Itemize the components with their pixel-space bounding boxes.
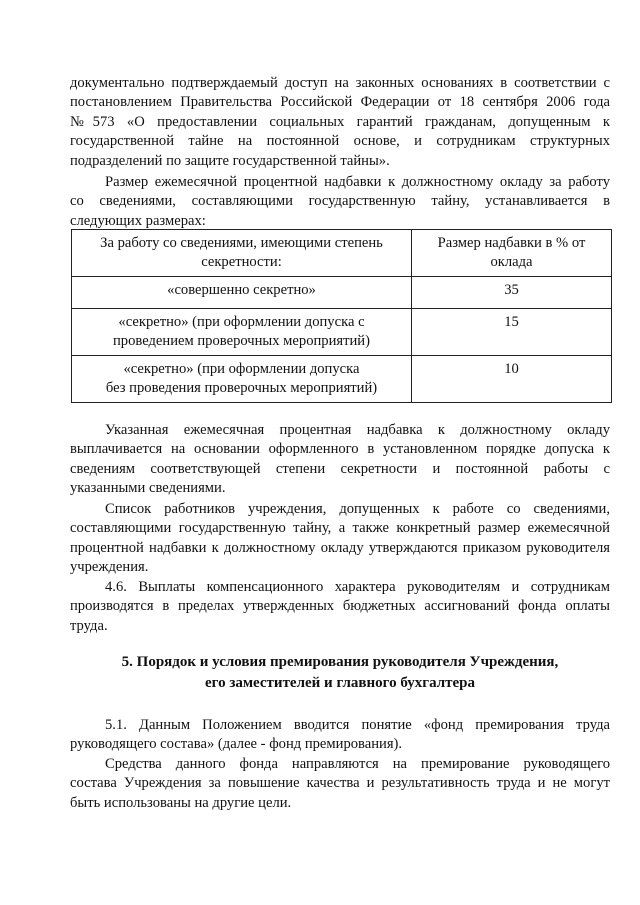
text-line: Указанная ежемесячная процентная надбавка к должностному окладу <box>105 422 610 438</box>
text-line: №573 «О предоставлении социальных гарантий гражданам, допущенным к <box>70 113 610 130</box>
table-row <box>72 309 612 356</box>
paragraph-fund-usage <box>70 755 610 813</box>
text-line: Средства данного фонда направляются на премирование руководящего <box>105 756 610 772</box>
text-line: постановлением Правительства Российской Федерации от 18 сентября 2006 года <box>70 94 610 111</box>
table-cell: «совершенно секретно» <box>72 277 412 309</box>
text-line: выплачивается на основании оформленного в установленном порядке допуска к <box>70 441 610 458</box>
table-header-row <box>72 230 612 277</box>
text-line: Список работников учреждения, допущенных к работе со сведениями, <box>105 501 610 517</box>
text-line: 4.6. Выплаты компенсационного характера руководителям и сотрудникам <box>105 579 610 595</box>
paragraph-4-6 <box>70 578 610 636</box>
table-header-cell: Размер надбавки в % от оклада <box>412 230 612 277</box>
text-line: сведениям соответствующей степени секретности и постоянной работы с <box>70 460 610 477</box>
section-heading <box>70 652 610 694</box>
table-row <box>72 356 612 403</box>
text-line: со сведениями, составляющими государственную тайну, устанавливается в <box>70 193 610 210</box>
table-cell: «секретно» (при оформлении допуска с проведением проверочных мероприятий) <box>72 309 412 356</box>
paragraph-employee-list <box>70 500 610 578</box>
allowance-table <box>71 229 612 403</box>
paragraph-5-1 <box>70 716 610 755</box>
table-cell: 10 <box>412 356 612 403</box>
heading-line: его заместителей и главного бухгалтера <box>204 675 476 691</box>
table-header-cell: За работу со сведениями, имеющими степень секретности: <box>72 230 412 277</box>
text-line: учреждения. <box>70 559 149 576</box>
paragraph-access-basis <box>70 74 610 171</box>
text-line: труда. <box>70 617 108 634</box>
text-line: подразделений по защите государственной тайны». <box>70 152 390 169</box>
text-line: указанными сведениями. <box>70 480 226 497</box>
text-line: следующих размерах: <box>70 212 206 229</box>
text-line: быть использованы на другие цели. <box>70 794 292 811</box>
text-line: документально подтверждаемый доступ на законных основаниях в соответствии с <box>70 75 610 91</box>
paragraph-allowance-payment <box>70 421 610 499</box>
text-line: руководящего состава» (далее - фонд премирования). <box>70 736 403 753</box>
text-line: процентной надбавки к должностному окладу утверждаются приказом руководителя <box>70 539 610 556</box>
heading-line: 5. Порядок и условия премирования руководителя Учреждения, <box>121 654 559 670</box>
table-cell: 35 <box>412 277 612 309</box>
table-row <box>72 277 612 309</box>
text-line: государственной тайне на постоянной основе, и сотрудникам структурных <box>70 133 610 150</box>
text-line: производятся в пределах утвержденных бюджетных ассигнований фонда оплаты <box>70 598 610 615</box>
text-line: состава Учреждения за повышение качества и результативность труда и не могут <box>70 775 610 792</box>
text-line: Размер ежемесячной процентной надбавки к должностному окладу за работу <box>105 174 610 190</box>
text-line: составляющими государственную тайну, а также конкретный размер ежемесячной <box>70 520 610 537</box>
text-line: 5.1. Данным Положением вводится понятие «фонд премирования труда <box>105 717 610 733</box>
table-cell: «секретно» (при оформлении допуска без проведения проверочных мероприятий) <box>72 356 412 403</box>
paragraph-allowance-size <box>70 173 610 231</box>
table-cell: 15 <box>412 309 612 356</box>
